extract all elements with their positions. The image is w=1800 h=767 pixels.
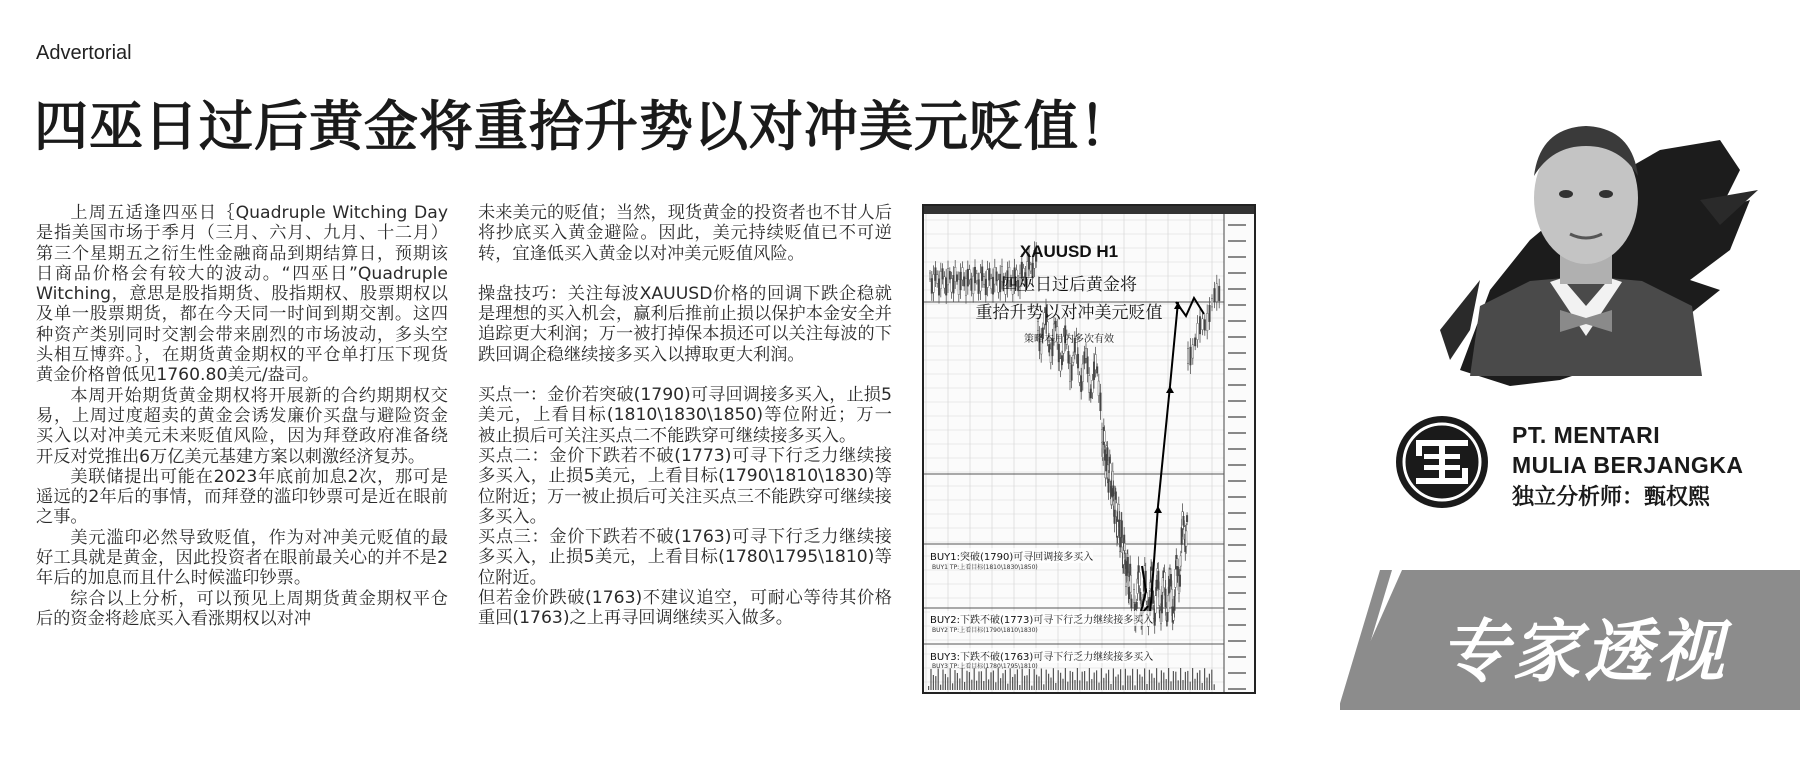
buy-point-1-text: 买点一：金价若突破(1790)可寻回调接多买入，止损5美元，上看目标(1810\1830\1850)等位附近；万一被止损后可关注买点二不能跌穿可继续接多买入。 <box>478 385 892 446</box>
analyst-name: 独立分析师：甄权熙 <box>1512 485 1711 510</box>
analyst-portrait <box>1470 106 1702 376</box>
buy3-label: BUY3:下跌不破(1763)可寻下行乏力继续接多买入 <box>930 648 1153 663</box>
buy-point-2-text: 买点二：金价下跌若不破(1773)可寻下行乏力继续接多买入，止损5美元，上看目标(1790\1810\1830)等位附近；万一被止损后可关注买点三不能跌穿可继续接多买入。 <box>478 445 892 527</box>
buy3-target: BUY3 TP:上看目标(1780\1795\1810) <box>932 663 1038 670</box>
col1-paragraph-1: 上周五适逢四巫日｛Quadruple Witching Day 是指美国市场于季月（三月、六月、九月、十二月）第三个星期五之衍生性金融商品到期结算日，预期该日商品价格会有较大的波动。“四巫日”Quadruple Witching，意思是股指期货、股指期权、股票期权以及单一股票期货，都在今天同一时间到期交割。这四种资产类别同时交割会带来剧烈的市场波动，多头空头相互博弈。｝，在期货黄金期权的平仓单打压下现货黄金价格曾低见1760.80美元/盎司。 <box>36 203 466 386</box>
buy1-target: BUY1 TP:上看目标(1810\1830\1850) <box>932 564 1038 571</box>
chart-subtitle-2: 重拾升势以对冲美元贬值 <box>975 303 1163 323</box>
chart-note: 策略本月内多次有效 <box>1024 334 1114 345</box>
col1-paragraph-3: 美联储提出可能在2023年底前加息2次，那可是遥远的2年后的事情，而拜登的滥印钞票可是近在眼前之事。 <box>36 466 448 528</box>
chart-subtitle-1: 四巫日过后黄金将 <box>1001 275 1137 295</box>
col2-paragraph-2: 操盘技巧：关注每波XAUUSD价格的回调下跌企稳就是理想的买入机会，赢利后推前止损以保护本金安全并追踪更大利润；万一被打掉保本损还可以关注每波的下跌回调企稳继续接多买入以搏取更大利润。 <box>478 283 892 365</box>
col2-paragraph-6: 但若金价跌破(1763)不建议追空，可耐心等待其价格重回(1763)之上再寻回调继续买入做多。 <box>478 588 892 629</box>
col1-paragraph-4: 美元滥印必然导致贬值，作为对冲美元贬值的最好工具就是黄金，因此投资者在眼前最关心的并不是2年后的加息而且什么时候滥印钞票。 <box>36 527 448 589</box>
buy2-target: BUY2 TP:上看目标(1790\1810\1830) <box>932 627 1038 634</box>
company-name-line-1: PT. MENTARI <box>1512 422 1661 448</box>
col1-paragraph-5: 综合以上分析，可以预见上周期货黄金期权平仓后的资金将趁底买入看涨期权以对冲 <box>36 588 448 629</box>
advertorial-label: Advertorial <box>36 42 132 64</box>
article-column-2 <box>478 203 892 629</box>
headline: 四巫日过后黄金将重拾升势以对冲美元贬值！ <box>34 95 1134 158</box>
article-column-1 <box>36 203 466 629</box>
col2-paragraph-1: 未来美元的贬值；当然，现货黄金的投资者也不甘人后将抄底买入黄金避险。因此，美元持续贬值已不可逆转，宜逢低买入黄金以对冲美元贬值风险。 <box>478 203 892 264</box>
banner-title: 专家透视 <box>1440 613 1729 692</box>
buy-point-3-text: 买点三：金价下跌若不破(1763)可寻下行乏力继续接多买入，止损5美元，上看目标(1780\1795\1810)等位附近。 <box>478 527 892 588</box>
company-name-line-2: MULIA BERJANGKA <box>1512 452 1744 478</box>
buy1-label: BUY1:突破(1790)可寻回调接多买入 <box>930 548 1093 563</box>
buy2-label: BUY2:下跌不破(1773)可寻下行乏力继续接多买入 <box>930 611 1153 626</box>
chart-title: XAUUSD H1 <box>1019 242 1119 261</box>
company-name <box>1512 420 1744 480</box>
xauusd-chart <box>922 204 1256 694</box>
company-logo-icon <box>1394 414 1490 510</box>
col1-paragraph-2: 本周开始期货黄金期权将开展新的合约期期权交易，上周过度超卖的黄金会诱发廉价买盘与避险资金买入以对冲美元未来贬值风险，因为拜登政府准备绕开反对党推出6万亿美元基建方案以刺激经济复苏。 <box>36 385 448 467</box>
